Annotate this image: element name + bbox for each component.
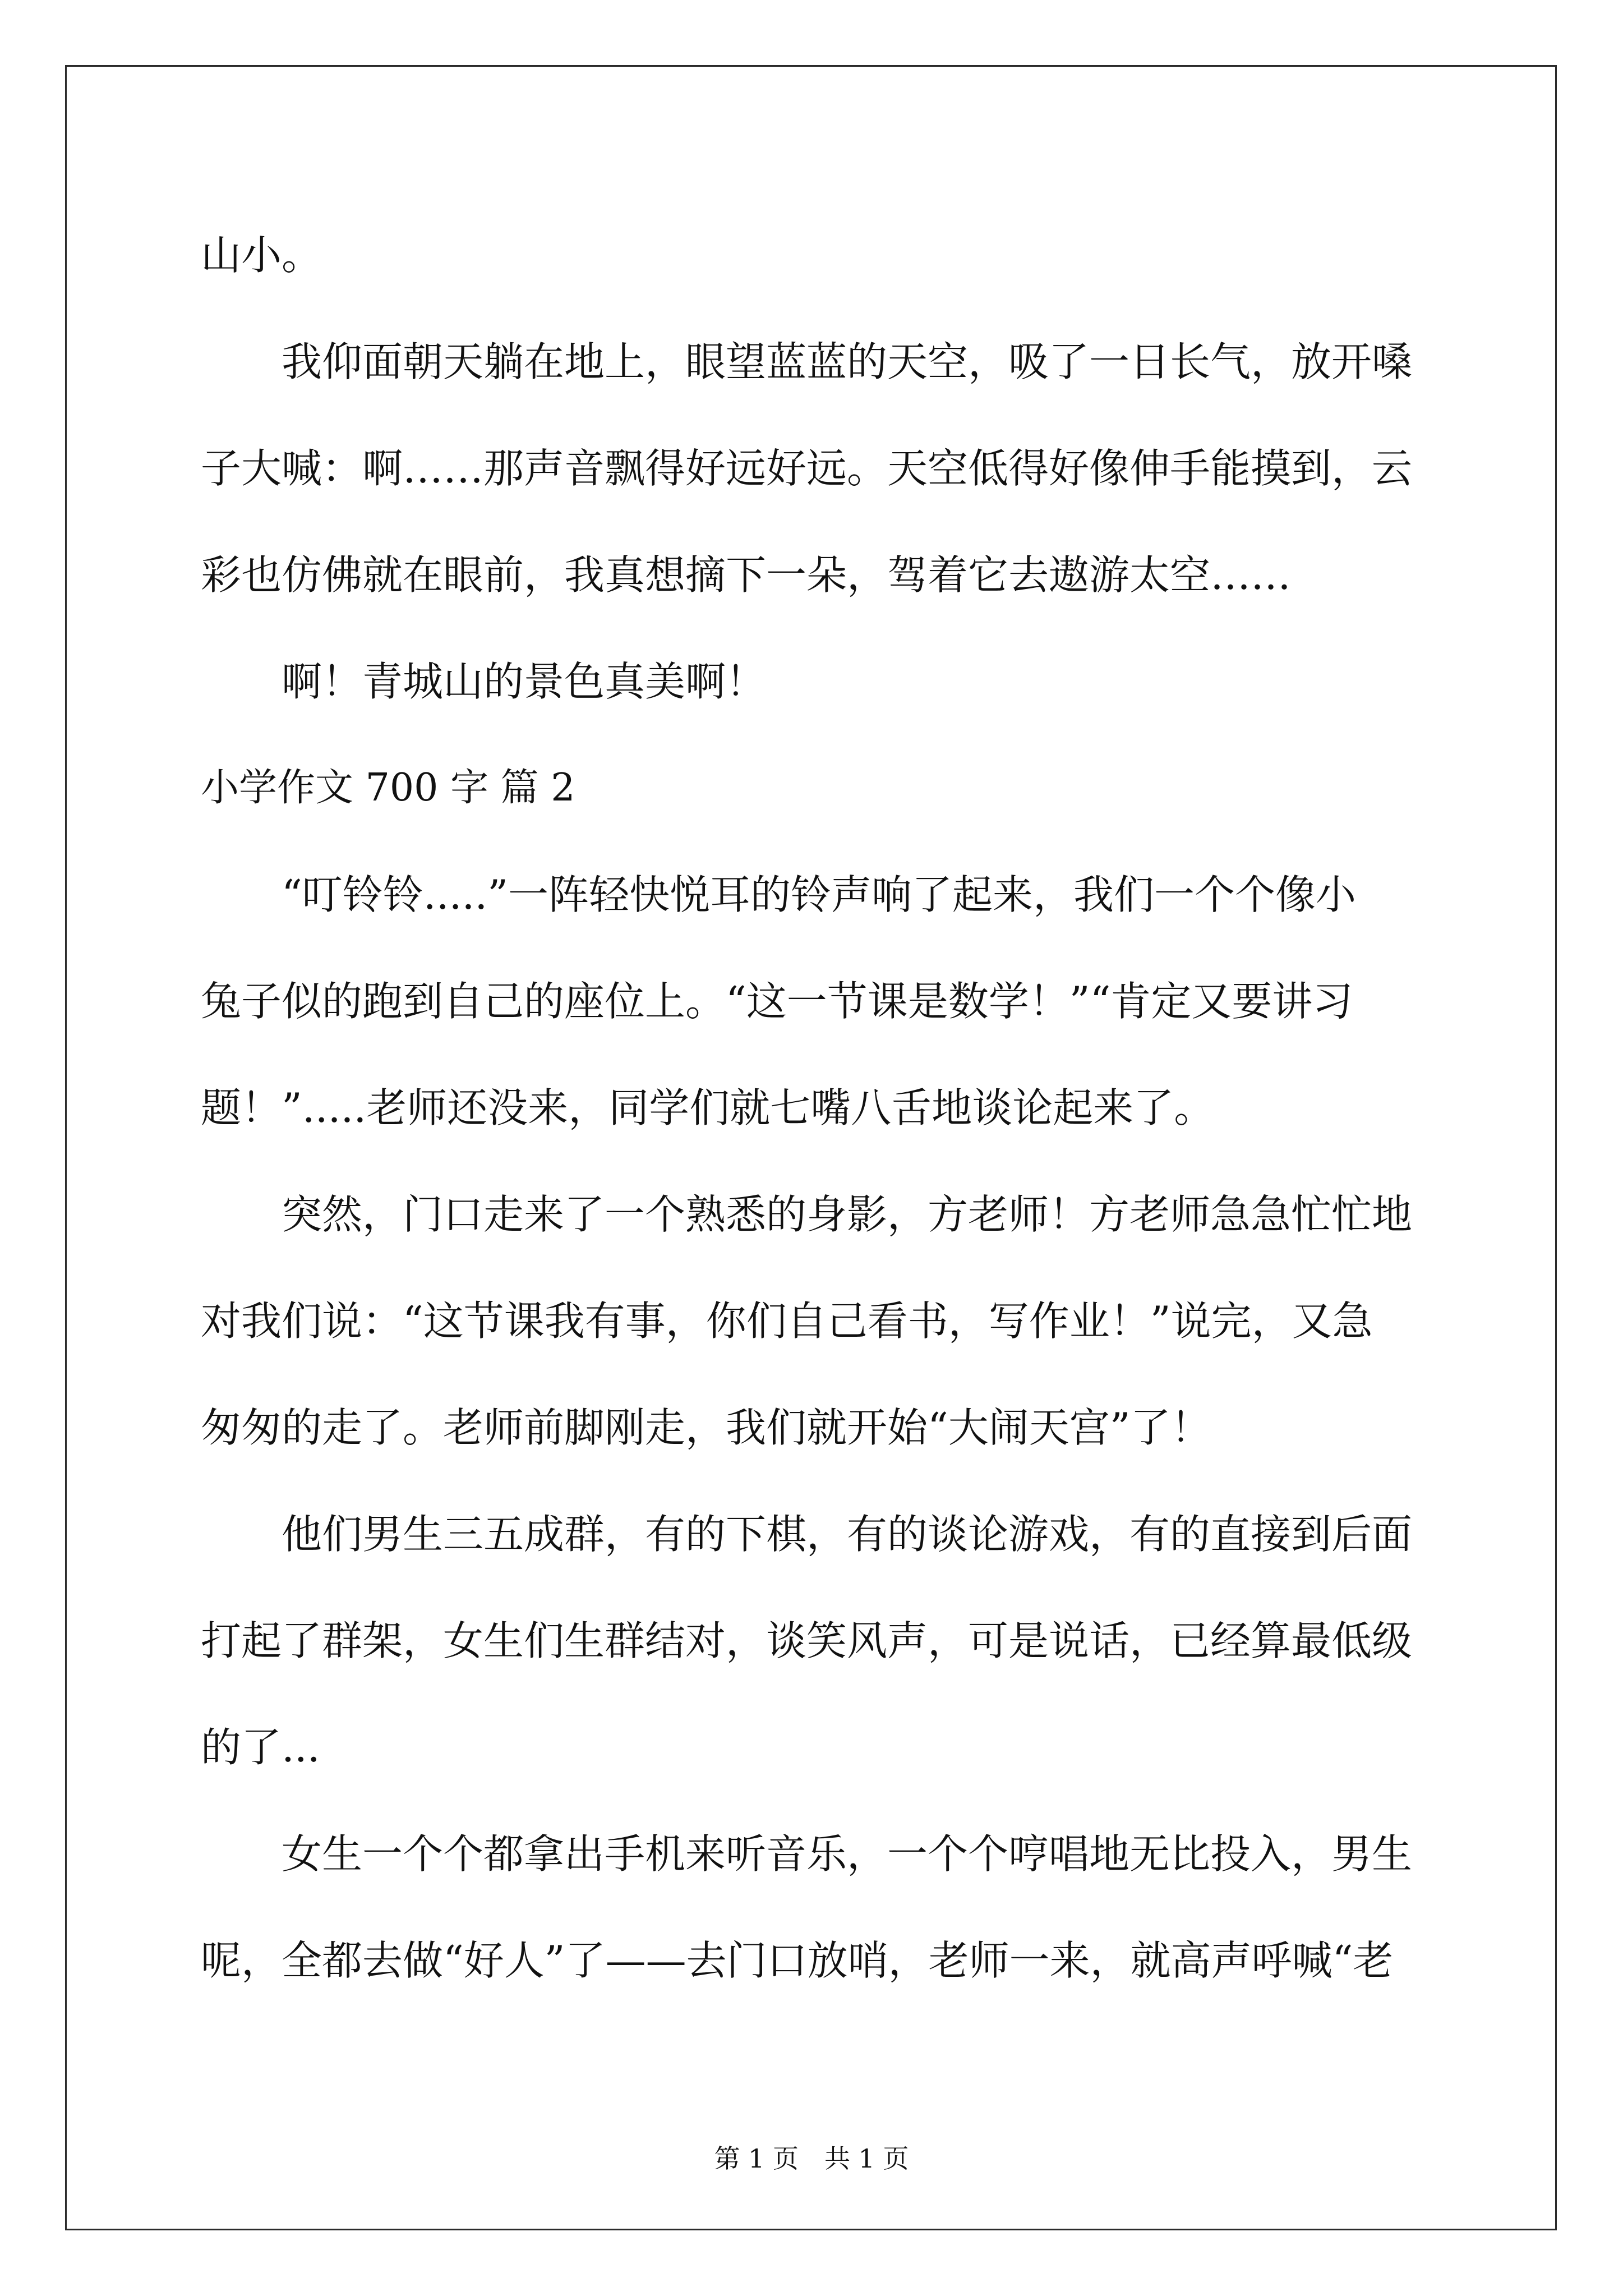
paragraph-line: 匆匆的走了。老师前脚刚走，我们就开始“大闹天宫”了！ (201, 1404, 1211, 1451)
paragraph-line: 的了... (201, 1724, 320, 1771)
paragraph-line: 兔子似的跑到自己的座位上。“这一节课是数学！”“肯定又要讲习 (201, 978, 1353, 1025)
paragraph-line: 我仰面朝天躺在地上，眼望蓝蓝的天空，吸了一日长气，放开嗓 (282, 338, 1413, 385)
document-body (201, 202, 1435, 2014)
paragraph-line: 题！”.....老师还没来，同学们就七嘴八舌地谈论起来了。 (201, 1084, 1215, 1131)
paragraph-line: 啊！青城山的景色真美啊！ (282, 658, 767, 705)
page-number-footer: 第 1 页 共 1 页 (714, 2143, 909, 2174)
paragraph-line: 呢，全都去做“好人”了——去门口放哨，老师一来，就高声呼喊“老 (201, 1937, 1394, 1984)
paragraph-line: 突然，门口走来了一个熟悉的身影，方老师！方老师急急忙忙地 (282, 1191, 1413, 1238)
paragraph-line: 女生一个个都拿出手机来听音乐，一个个哼唱地无比投入，男生 (282, 1830, 1413, 1878)
paragraph-line: 对我们说：“这节课我有事，你们自己看书，写作业！”说完，又急 (201, 1297, 1373, 1345)
paragraph-line: “叮铃铃.....”一阵轻快悦耳的铃声响了起来，我们一个个像小 (282, 871, 1357, 918)
paragraph-line: 打起了群架，女生们生群结对，谈笑风声，可是说话，已经算最低级 (201, 1617, 1413, 1664)
paragraph-line: 彩也仿佛就在眼前，我真想摘下一朵，驾着它去遨游太空…… (201, 551, 1292, 599)
paragraph-line: 子大喊：啊……那声音飘得好远好远。天空低得好像伸手能摸到，云 (201, 445, 1413, 492)
section-heading: 小学作文 700 字 篇 2 (201, 766, 575, 810)
paragraph-line: 山小。 (201, 232, 322, 279)
paragraph-line: 他们男生三五成群，有的下棋，有的谈论游戏，有的直接到后面 (282, 1511, 1413, 1558)
